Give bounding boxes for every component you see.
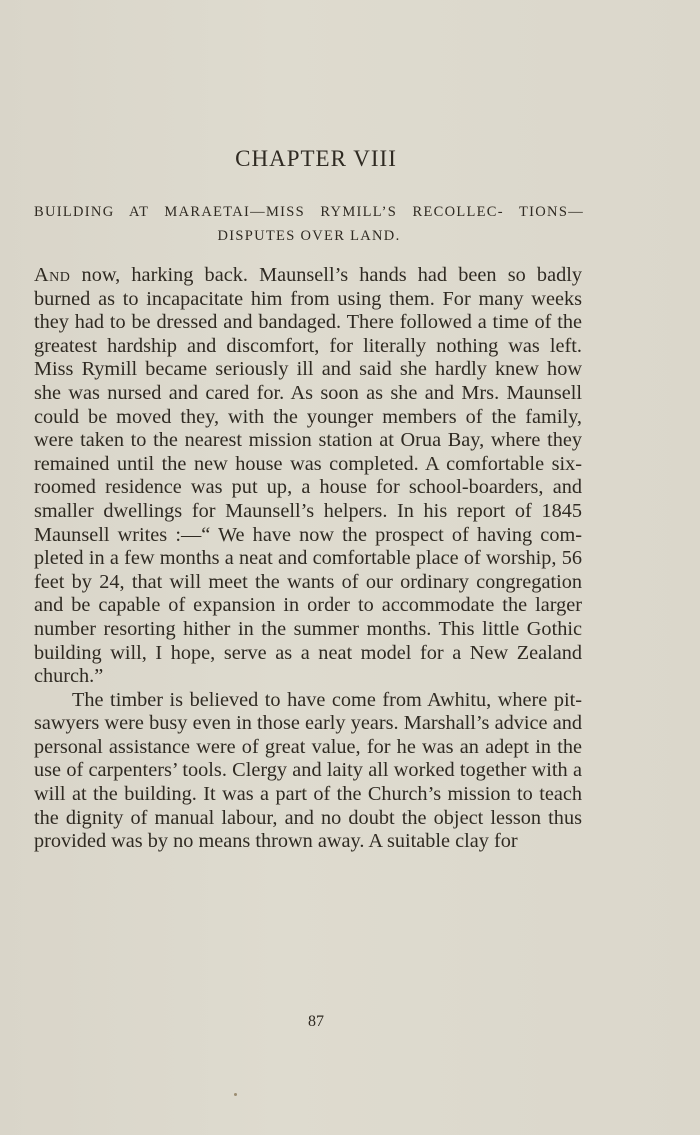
paragraph-lead-word: And [34, 264, 71, 286]
chapter-title: CHAPTER VIII [235, 146, 397, 171]
paragraph [34, 689, 582, 854]
page-number: 87 [308, 1013, 324, 1030]
paragraph-text: now, harking back. Maunsell’s hands had been so badly burned as to incapacitate him from using them. For many weeks they had to be dressed and bandaged. There followed a time of the greatest hardship and discomfort, for literally nothing was left. Miss Rymill became seriously ill and said she hardly knew how she was nursed and cared for. As soon as she and Mrs. Maunsell could be moved they, with the younger members of the family, were taken to the nearest mission station at Orua Bay, where they remained until the new house was completed. A comfortable six-roomed residence was put up, a house for school-boarders, and smaller dwellings for Maunsell’s helpers. In his report of 1845 Maunsell writes :—“ We have now the prospect of having completed in a few months a neat and comfortable place of worship, 56 feet by 24, that will meet the wants of our ordinary congregation and be capable of expansion in order to accommodate the larger number resorting hither in the summer months. This little Gothic building will, I hope, serve as a neat model for a New Zealand church.” [34, 264, 582, 688]
paper-speck [234, 1093, 237, 1096]
body-text [34, 264, 582, 854]
chapter-subtitle: BUILDING AT MARAETAI—MISS RYMILL’S RECOLLEC- TIONS—DISPUTES OVER LAND. [34, 204, 584, 244]
paragraph [34, 264, 582, 689]
paragraph-text: The timber is believed to have come from Awhitu, where pit-sawyers were busy even in those early years. Marshall’s advice and personal assistance were of great value, for he was an adept in the use of carpenters’ tools. Clergy and laity all worked together with a will at the building. It was a part of the Church’s mission to teach the dignity of manual labour, and no doubt the object lesson thus provided was by no means thrown away. A suitable clay for [34, 688, 582, 853]
